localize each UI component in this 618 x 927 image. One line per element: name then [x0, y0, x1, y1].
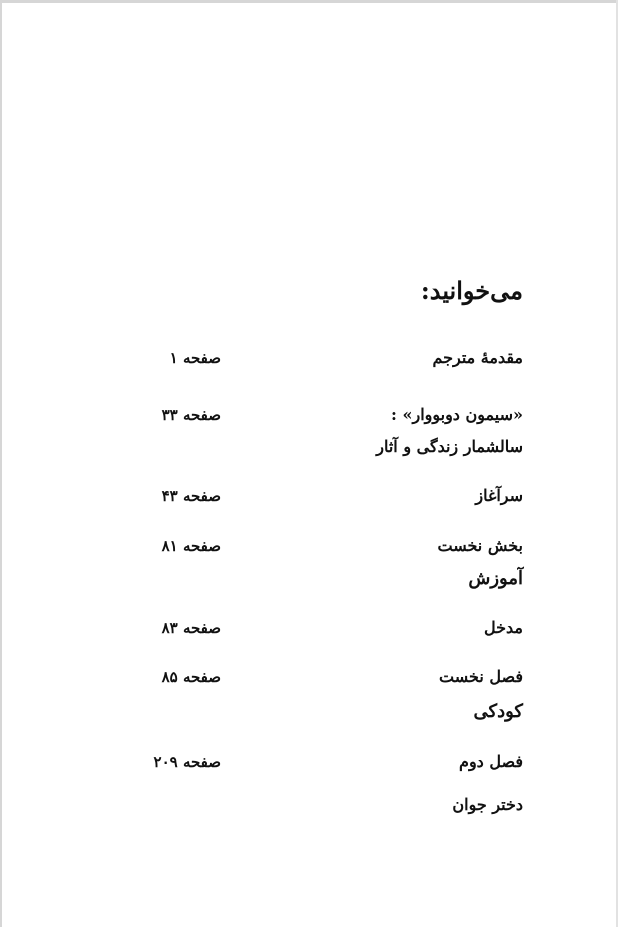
toc-entry-page: صفحه ۲۰۹ [153, 753, 221, 771]
toc-entry-title: مدخل [484, 618, 523, 637]
toc-entry-subtitle: آموزش [468, 568, 523, 589]
toc-entry-title: مقدمهٔ مترجم [432, 348, 523, 367]
toc-entry-title: فصل نخست [439, 667, 523, 686]
toc-entry-title: سرآغاز [475, 486, 523, 505]
toc-entry-title: بخش نخست [437, 536, 523, 555]
toc-entry-page: صفحه ۳۳ [161, 406, 221, 424]
toc-entry-page: صفحه ۸۱ [161, 537, 221, 555]
toc-entry-page: صفحه ۴۳ [161, 487, 221, 505]
toc-entry-subtitle: دختر جوان [452, 795, 523, 814]
toc-entry-title: «سیمون دوبووار» : [390, 405, 523, 424]
toc-heading: می‌خوانید: [420, 276, 523, 305]
toc-entry-page: صفحه ۸۳ [161, 619, 221, 637]
toc-entry-title: فصل دوم [459, 752, 523, 771]
toc-entry-subtitle: سالشمار زندگی و آثار [376, 437, 523, 456]
toc-entry-page: صفحه ۱ [169, 349, 221, 367]
toc-entry-subtitle: کودکی [473, 701, 523, 722]
toc-entry-page: صفحه ۸۵ [161, 668, 221, 686]
